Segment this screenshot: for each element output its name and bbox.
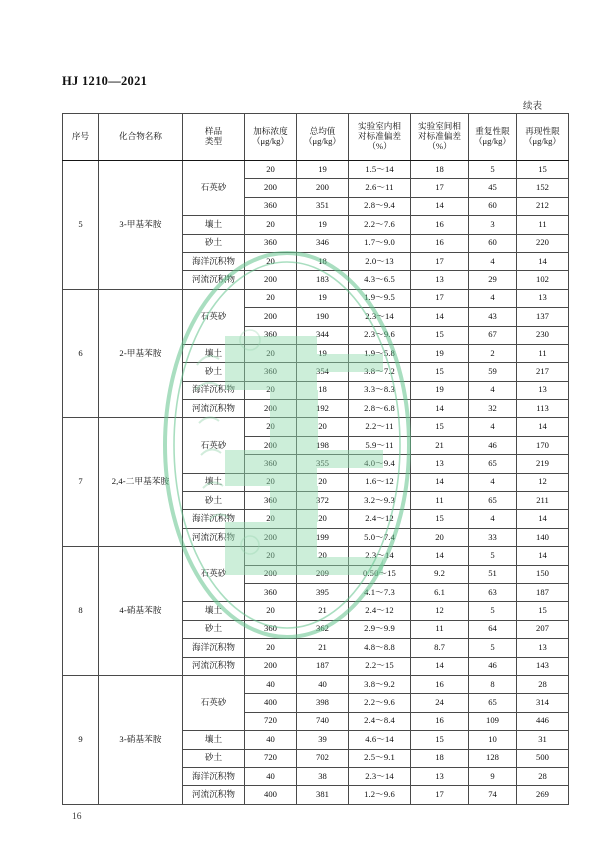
cell-sample-type: 石英砂 — [183, 547, 245, 602]
cell-reproducibility-limit: 28 — [517, 675, 569, 693]
cell-intra-lab-rsd: 1.5～14 — [349, 161, 411, 179]
cell-reproducibility-limit: 314 — [517, 694, 569, 712]
cell-repeatability-limit: 59 — [469, 363, 517, 381]
cell-repeatability-limit: 2 — [469, 344, 517, 362]
cell-repeatability-limit: 46 — [469, 436, 517, 454]
cell-total-mean: 19 — [297, 161, 349, 179]
cell-inter-lab-rsd: 13 — [411, 455, 469, 473]
cell-intra-lab-rsd: 2.3～14 — [349, 547, 411, 565]
cell-sample-type: 河流沉积物 — [183, 271, 245, 289]
cell-index: 8 — [63, 547, 99, 676]
cell-intra-lab-rsd: 1.2～9.6 — [349, 786, 411, 804]
cell-inter-lab-rsd: 16 — [411, 234, 469, 252]
cell-spike-concentration: 360 — [245, 197, 297, 215]
cell-intra-lab-rsd: 2.3～14 — [349, 767, 411, 785]
cell-total-mean: 20 — [297, 473, 349, 491]
cell-sample-type: 海洋沉积物 — [183, 381, 245, 399]
cell-spike-concentration: 20 — [245, 289, 297, 307]
cell-spike-concentration: 200 — [245, 179, 297, 197]
cell-inter-lab-rsd: 14 — [411, 308, 469, 326]
column-header-compound-name: 化合物名称 — [99, 114, 183, 161]
cell-spike-concentration: 20 — [245, 473, 297, 491]
cell-sample-type: 河流沉积物 — [183, 657, 245, 675]
cell-spike-concentration: 20 — [245, 216, 297, 234]
cell-compound-name: 2-甲基苯胺 — [99, 289, 183, 418]
cell-sample-type: 海洋沉积物 — [183, 639, 245, 657]
cell-inter-lab-rsd: 13 — [411, 767, 469, 785]
column-header-sample-type: 样品 类型 — [183, 114, 245, 161]
cell-repeatability-limit: 128 — [469, 749, 517, 767]
cell-repeatability-limit: 46 — [469, 657, 517, 675]
cell-repeatability-limit: 67 — [469, 326, 517, 344]
cell-repeatability-limit: 9 — [469, 767, 517, 785]
cell-reproducibility-limit: 170 — [517, 436, 569, 454]
cell-intra-lab-rsd: 1.9～9.5 — [349, 289, 411, 307]
cell-sample-type: 砂土 — [183, 492, 245, 510]
cell-intra-lab-rsd: 2.4～12 — [349, 510, 411, 528]
cell-spike-concentration: 360 — [245, 234, 297, 252]
cell-sample-type: 壤土 — [183, 731, 245, 749]
cell-total-mean: 21 — [297, 602, 349, 620]
cell-total-mean: 198 — [297, 436, 349, 454]
cell-reproducibility-limit: 500 — [517, 749, 569, 767]
cell-total-mean: 209 — [297, 565, 349, 583]
cell-spike-concentration: 720 — [245, 712, 297, 730]
cell-spike-concentration: 400 — [245, 694, 297, 712]
cell-intra-lab-rsd: 4.1～7.3 — [349, 583, 411, 601]
cell-reproducibility-limit: 14 — [517, 547, 569, 565]
cell-sample-type: 砂土 — [183, 749, 245, 767]
cell-intra-lab-rsd: 2.8～6.8 — [349, 400, 411, 418]
cell-repeatability-limit: 4 — [469, 473, 517, 491]
cell-total-mean: 351 — [297, 197, 349, 215]
cell-reproducibility-limit: 12 — [517, 473, 569, 491]
cell-spike-concentration: 20 — [245, 547, 297, 565]
cell-total-mean: 398 — [297, 694, 349, 712]
cell-reproducibility-limit: 446 — [517, 712, 569, 730]
column-header-inter-lab-rsd: 实验室间相 对标准偏差 （%） — [411, 114, 469, 161]
table-header — [63, 114, 569, 161]
cell-spike-concentration: 20 — [245, 381, 297, 399]
cell-repeatability-limit: 51 — [469, 565, 517, 583]
cell-inter-lab-rsd: 16 — [411, 712, 469, 730]
cell-reproducibility-limit: 217 — [517, 363, 569, 381]
cell-inter-lab-rsd: 14 — [411, 197, 469, 215]
cell-inter-lab-rsd: 14 — [411, 473, 469, 491]
table-row — [63, 161, 569, 179]
cell-intra-lab-rsd: 2.4～8.4 — [349, 712, 411, 730]
cell-sample-type: 石英砂 — [183, 418, 245, 473]
cell-sample-type: 砂土 — [183, 363, 245, 381]
cell-reproducibility-limit: 219 — [517, 455, 569, 473]
cell-total-mean: 40 — [297, 675, 349, 693]
cell-repeatability-limit: 29 — [469, 271, 517, 289]
cell-repeatability-limit: 4 — [469, 289, 517, 307]
cell-inter-lab-rsd: 15 — [411, 326, 469, 344]
cell-repeatability-limit: 60 — [469, 234, 517, 252]
cell-reproducibility-limit: 15 — [517, 602, 569, 620]
cell-intra-lab-rsd: 4.3～6.5 — [349, 271, 411, 289]
cell-inter-lab-rsd: 12 — [411, 602, 469, 620]
cell-sample-type: 石英砂 — [183, 675, 245, 730]
cell-sample-type: 砂土 — [183, 620, 245, 638]
cell-inter-lab-rsd: 8.7 — [411, 639, 469, 657]
cell-spike-concentration: 20 — [245, 602, 297, 620]
cell-sample-type: 河流沉积物 — [183, 528, 245, 546]
cell-index: 5 — [63, 161, 99, 290]
cell-spike-concentration: 200 — [245, 565, 297, 583]
cell-inter-lab-rsd: 9.2 — [411, 565, 469, 583]
cell-repeatability-limit: 65 — [469, 492, 517, 510]
cell-inter-lab-rsd: 15 — [411, 363, 469, 381]
cell-reproducibility-limit: 140 — [517, 528, 569, 546]
cell-spike-concentration: 40 — [245, 731, 297, 749]
cell-inter-lab-rsd: 14 — [411, 657, 469, 675]
cell-sample-type: 壤土 — [183, 602, 245, 620]
cell-reproducibility-limit: 15 — [517, 161, 569, 179]
cell-spike-concentration: 360 — [245, 492, 297, 510]
cell-total-mean: 395 — [297, 583, 349, 601]
cell-intra-lab-rsd: 2.2～15 — [349, 657, 411, 675]
cell-reproducibility-limit: 13 — [517, 381, 569, 399]
cell-total-mean: 20 — [297, 418, 349, 436]
column-header-reproducibility-limit: 再现性限 （μg/kg） — [517, 114, 569, 161]
cell-reproducibility-limit: 211 — [517, 492, 569, 510]
cell-index: 6 — [63, 289, 99, 418]
cell-inter-lab-rsd: 21 — [411, 436, 469, 454]
cell-repeatability-limit: 5 — [469, 161, 517, 179]
cell-repeatability-limit: 4 — [469, 381, 517, 399]
cell-compound-name: 2,4-二甲基苯胺 — [99, 418, 183, 547]
cell-inter-lab-rsd: 17 — [411, 289, 469, 307]
cell-reproducibility-limit: 13 — [517, 289, 569, 307]
precision-data-table — [62, 113, 569, 805]
cell-inter-lab-rsd: 15 — [411, 731, 469, 749]
cell-repeatability-limit: 33 — [469, 528, 517, 546]
cell-reproducibility-limit: 152 — [517, 179, 569, 197]
cell-sample-type: 海洋沉积物 — [183, 767, 245, 785]
cell-total-mean: 18 — [297, 252, 349, 270]
table-row — [63, 547, 569, 565]
cell-total-mean: 346 — [297, 234, 349, 252]
cell-reproducibility-limit: 31 — [517, 731, 569, 749]
cell-sample-type: 石英砂 — [183, 289, 245, 344]
cell-inter-lab-rsd: 11 — [411, 620, 469, 638]
cell-intra-lab-rsd: 1.7～9.0 — [349, 234, 411, 252]
cell-spike-concentration: 40 — [245, 675, 297, 693]
cell-total-mean: 381 — [297, 786, 349, 804]
table-body — [63, 161, 569, 805]
cell-reproducibility-limit: 143 — [517, 657, 569, 675]
cell-repeatability-limit: 4 — [469, 252, 517, 270]
cell-inter-lab-rsd: 18 — [411, 161, 469, 179]
cell-index: 7 — [63, 418, 99, 547]
cell-repeatability-limit: 5 — [469, 547, 517, 565]
cell-inter-lab-rsd: 19 — [411, 381, 469, 399]
cell-spike-concentration: 200 — [245, 400, 297, 418]
cell-sample-type: 石英砂 — [183, 161, 245, 216]
cell-reproducibility-limit: 150 — [517, 565, 569, 583]
cell-total-mean: 199 — [297, 528, 349, 546]
cell-repeatability-limit: 60 — [469, 197, 517, 215]
cell-reproducibility-limit: 102 — [517, 271, 569, 289]
cell-inter-lab-rsd: 20 — [411, 528, 469, 546]
cell-intra-lab-rsd: 3.8～7.2 — [349, 363, 411, 381]
page-number: 16 — [72, 812, 82, 822]
cell-intra-lab-rsd: 3.8～9.2 — [349, 675, 411, 693]
cell-total-mean: 19 — [297, 289, 349, 307]
cell-spike-concentration: 20 — [245, 639, 297, 657]
cell-total-mean: 355 — [297, 455, 349, 473]
cell-repeatability-limit: 64 — [469, 620, 517, 638]
table-row — [63, 289, 569, 307]
cell-intra-lab-rsd: 2.9～9.9 — [349, 620, 411, 638]
cell-reproducibility-limit: 187 — [517, 583, 569, 601]
cell-sample-type: 海洋沉积物 — [183, 252, 245, 270]
cell-inter-lab-rsd: 13 — [411, 271, 469, 289]
cell-inter-lab-rsd: 18 — [411, 749, 469, 767]
cell-spike-concentration: 200 — [245, 308, 297, 326]
cell-total-mean: 200 — [297, 179, 349, 197]
cell-intra-lab-rsd: 2.3～14 — [349, 308, 411, 326]
cell-inter-lab-rsd: 17 — [411, 786, 469, 804]
cell-spike-concentration: 20 — [245, 510, 297, 528]
cell-spike-concentration: 200 — [245, 271, 297, 289]
cell-inter-lab-rsd: 14 — [411, 400, 469, 418]
cell-inter-lab-rsd: 19 — [411, 344, 469, 362]
cell-inter-lab-rsd: 14 — [411, 547, 469, 565]
cell-reproducibility-limit: 11 — [517, 344, 569, 362]
cell-total-mean: 21 — [297, 639, 349, 657]
cell-intra-lab-rsd: 0.50～15 — [349, 565, 411, 583]
cell-spike-concentration: 400 — [245, 786, 297, 804]
cell-spike-concentration: 200 — [245, 528, 297, 546]
table-header-row — [63, 114, 569, 161]
cell-total-mean: 702 — [297, 749, 349, 767]
cell-reproducibility-limit: 14 — [517, 510, 569, 528]
cell-repeatability-limit: 5 — [469, 602, 517, 620]
cell-intra-lab-rsd: 1.6～12 — [349, 473, 411, 491]
column-header-spike-concentration: 加标浓度 （μg/kg） — [245, 114, 297, 161]
cell-repeatability-limit: 4 — [469, 418, 517, 436]
cell-spike-concentration: 360 — [245, 363, 297, 381]
cell-reproducibility-limit: 269 — [517, 786, 569, 804]
cell-inter-lab-rsd: 17 — [411, 252, 469, 270]
cell-spike-concentration: 20 — [245, 418, 297, 436]
cell-spike-concentration: 360 — [245, 326, 297, 344]
cell-compound-name: 3-甲基苯胺 — [99, 161, 183, 290]
cell-total-mean: 38 — [297, 767, 349, 785]
table-row — [63, 675, 569, 693]
cell-sample-type: 砂土 — [183, 234, 245, 252]
cell-repeatability-limit: 63 — [469, 583, 517, 601]
column-header-intra-lab-rsd: 实验室内相 对标准偏差 （%） — [349, 114, 411, 161]
cell-reproducibility-limit: 28 — [517, 767, 569, 785]
cell-repeatability-limit: 3 — [469, 216, 517, 234]
cell-total-mean: 192 — [297, 400, 349, 418]
cell-intra-lab-rsd: 5.9～11 — [349, 436, 411, 454]
cell-sample-type: 海洋沉积物 — [183, 510, 245, 528]
cell-reproducibility-limit: 14 — [517, 252, 569, 270]
cell-compound-name: 4-硝基苯胺 — [99, 547, 183, 676]
cell-spike-concentration: 20 — [245, 161, 297, 179]
cell-repeatability-limit: 5 — [469, 639, 517, 657]
cell-repeatability-limit: 4 — [469, 510, 517, 528]
cell-spike-concentration: 360 — [245, 583, 297, 601]
cell-compound-name: 3-硝基苯胺 — [99, 675, 183, 804]
cell-reproducibility-limit: 207 — [517, 620, 569, 638]
cell-repeatability-limit: 109 — [469, 712, 517, 730]
cell-reproducibility-limit: 137 — [517, 308, 569, 326]
cell-reproducibility-limit: 14 — [517, 418, 569, 436]
cell-total-mean: 183 — [297, 271, 349, 289]
cell-intra-lab-rsd: 2.4～12 — [349, 602, 411, 620]
column-header-total-mean: 总均值 （μg/kg） — [297, 114, 349, 161]
cell-repeatability-limit: 74 — [469, 786, 517, 804]
cell-total-mean: 362 — [297, 620, 349, 638]
cell-sample-type: 壤土 — [183, 216, 245, 234]
cell-intra-lab-rsd: 4.8～8.8 — [349, 639, 411, 657]
cell-reproducibility-limit: 13 — [517, 639, 569, 657]
cell-intra-lab-rsd: 2.2～7.6 — [349, 216, 411, 234]
cell-spike-concentration: 720 — [245, 749, 297, 767]
cell-inter-lab-rsd: 17 — [411, 179, 469, 197]
column-header-repeatability-limit: 重复性限 （μg/kg） — [469, 114, 517, 161]
cell-total-mean: 19 — [297, 344, 349, 362]
cell-intra-lab-rsd: 3.2～9.3 — [349, 492, 411, 510]
cell-sample-type: 壤土 — [183, 473, 245, 491]
cell-intra-lab-rsd: 2.3～9.6 — [349, 326, 411, 344]
cell-spike-concentration: 20 — [245, 344, 297, 362]
cell-total-mean: 740 — [297, 712, 349, 730]
cell-total-mean: 372 — [297, 492, 349, 510]
cell-spike-concentration: 360 — [245, 620, 297, 638]
cell-total-mean: 344 — [297, 326, 349, 344]
cell-spike-concentration: 200 — [245, 436, 297, 454]
column-header-index: 序号 — [63, 114, 99, 161]
cell-total-mean: 187 — [297, 657, 349, 675]
cell-intra-lab-rsd: 5.0～7.4 — [349, 528, 411, 546]
cell-reproducibility-limit: 220 — [517, 234, 569, 252]
cell-spike-concentration: 200 — [245, 657, 297, 675]
cell-total-mean: 18 — [297, 381, 349, 399]
cell-inter-lab-rsd: 15 — [411, 418, 469, 436]
cell-total-mean: 20 — [297, 547, 349, 565]
cell-intra-lab-rsd: 2.6～11 — [349, 179, 411, 197]
cell-index: 9 — [63, 675, 99, 804]
cell-reproducibility-limit: 113 — [517, 400, 569, 418]
cell-inter-lab-rsd: 24 — [411, 694, 469, 712]
cell-sample-type: 壤土 — [183, 344, 245, 362]
cell-total-mean: 19 — [297, 216, 349, 234]
cell-inter-lab-rsd: 16 — [411, 216, 469, 234]
cell-repeatability-limit: 65 — [469, 455, 517, 473]
cell-intra-lab-rsd: 2.5～9.1 — [349, 749, 411, 767]
cell-repeatability-limit: 43 — [469, 308, 517, 326]
cell-repeatability-limit: 10 — [469, 731, 517, 749]
cell-reproducibility-limit: 212 — [517, 197, 569, 215]
data-table-container — [62, 113, 562, 805]
continued-table-label: 续表 — [522, 102, 542, 112]
cell-inter-lab-rsd: 16 — [411, 675, 469, 693]
cell-repeatability-limit: 8 — [469, 675, 517, 693]
cell-total-mean: 20 — [297, 510, 349, 528]
cell-intra-lab-rsd: 2.2～9.6 — [349, 694, 411, 712]
cell-reproducibility-limit: 230 — [517, 326, 569, 344]
cell-total-mean: 354 — [297, 363, 349, 381]
standard-number-header: HJ 1210—2021 — [62, 74, 148, 88]
cell-inter-lab-rsd: 11 — [411, 492, 469, 510]
cell-intra-lab-rsd: 4.6～14 — [349, 731, 411, 749]
cell-total-mean: 39 — [297, 731, 349, 749]
cell-total-mean: 190 — [297, 308, 349, 326]
cell-reproducibility-limit: 11 — [517, 216, 569, 234]
table-row — [63, 418, 569, 436]
cell-repeatability-limit: 45 — [469, 179, 517, 197]
cell-intra-lab-rsd: 3.3～8.3 — [349, 381, 411, 399]
cell-spike-concentration: 20 — [245, 252, 297, 270]
cell-sample-type: 河流沉积物 — [183, 400, 245, 418]
cell-inter-lab-rsd: 15 — [411, 510, 469, 528]
cell-intra-lab-rsd: 2.2～11 — [349, 418, 411, 436]
cell-spike-concentration: 360 — [245, 455, 297, 473]
cell-spike-concentration: 40 — [245, 767, 297, 785]
cell-intra-lab-rsd: 4.0～9.4 — [349, 455, 411, 473]
cell-intra-lab-rsd: 2.8～9.4 — [349, 197, 411, 215]
cell-intra-lab-rsd: 1.9～5.8 — [349, 344, 411, 362]
cell-intra-lab-rsd: 2.0～13 — [349, 252, 411, 270]
cell-repeatability-limit: 65 — [469, 694, 517, 712]
cell-repeatability-limit: 32 — [469, 400, 517, 418]
cell-sample-type: 河流沉积物 — [183, 786, 245, 804]
cell-inter-lab-rsd: 6.1 — [411, 583, 469, 601]
